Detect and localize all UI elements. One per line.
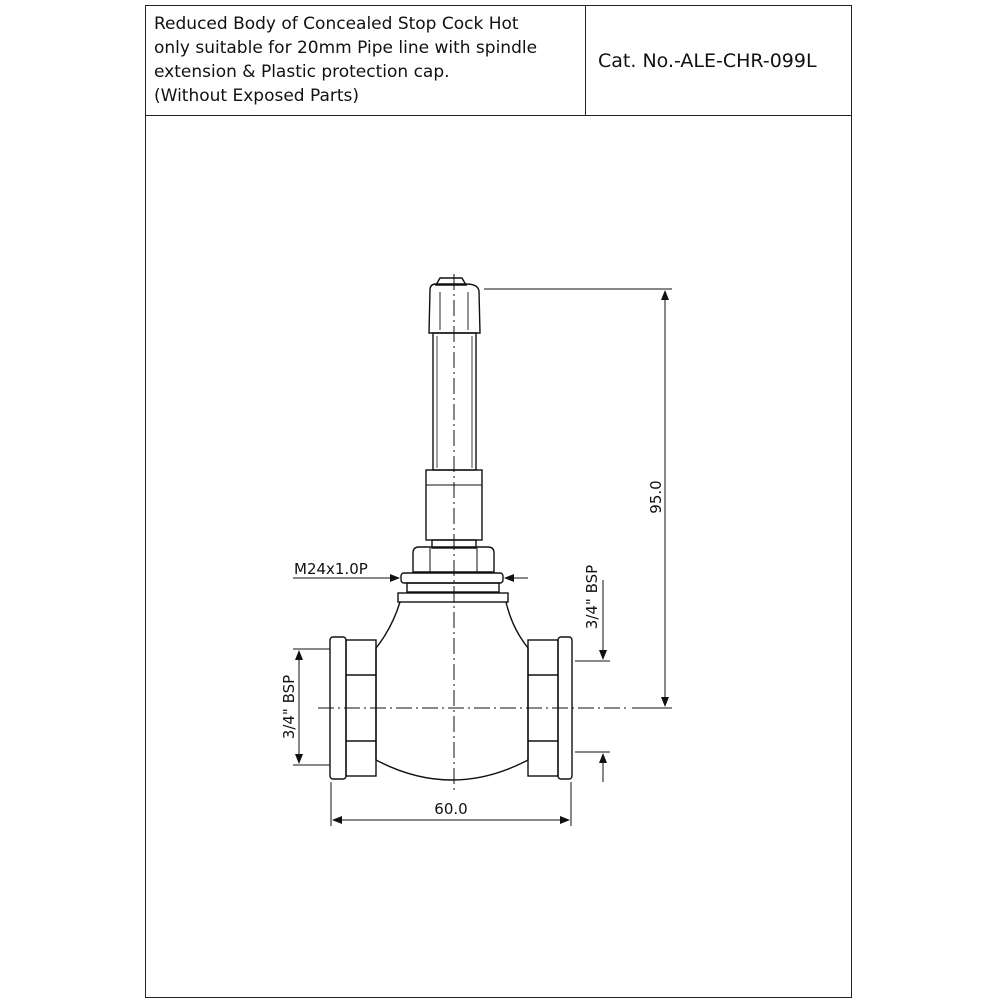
valve-body	[376, 602, 528, 780]
title-line-1: Reduced Body of Concealed Stop Cock Hot	[154, 14, 519, 34]
dimension-lines	[293, 289, 672, 826]
title-line-3: extension & Plastic protection cap.	[154, 62, 450, 82]
title-line-2: only suitable for 20mm Pipe line with spindle	[154, 38, 538, 58]
height-dimension: 95.0	[647, 480, 665, 514]
flange	[407, 583, 499, 592]
thread-dimension: M24x1.0P	[294, 560, 368, 578]
bsp-right-dimension: 3/4" BSP	[583, 564, 601, 630]
washer	[401, 573, 503, 583]
title-line-4: (Without Exposed Parts)	[154, 86, 360, 106]
catalog-number: Cat. No.-ALE-CHR-099L	[598, 49, 817, 72]
valve-outline	[330, 278, 572, 780]
bsp-left-dimension: 3/4" BSP	[280, 674, 298, 740]
center-lines	[318, 274, 630, 790]
width-dimension: 60.0	[434, 800, 468, 818]
bonnet-ring	[398, 593, 508, 602]
